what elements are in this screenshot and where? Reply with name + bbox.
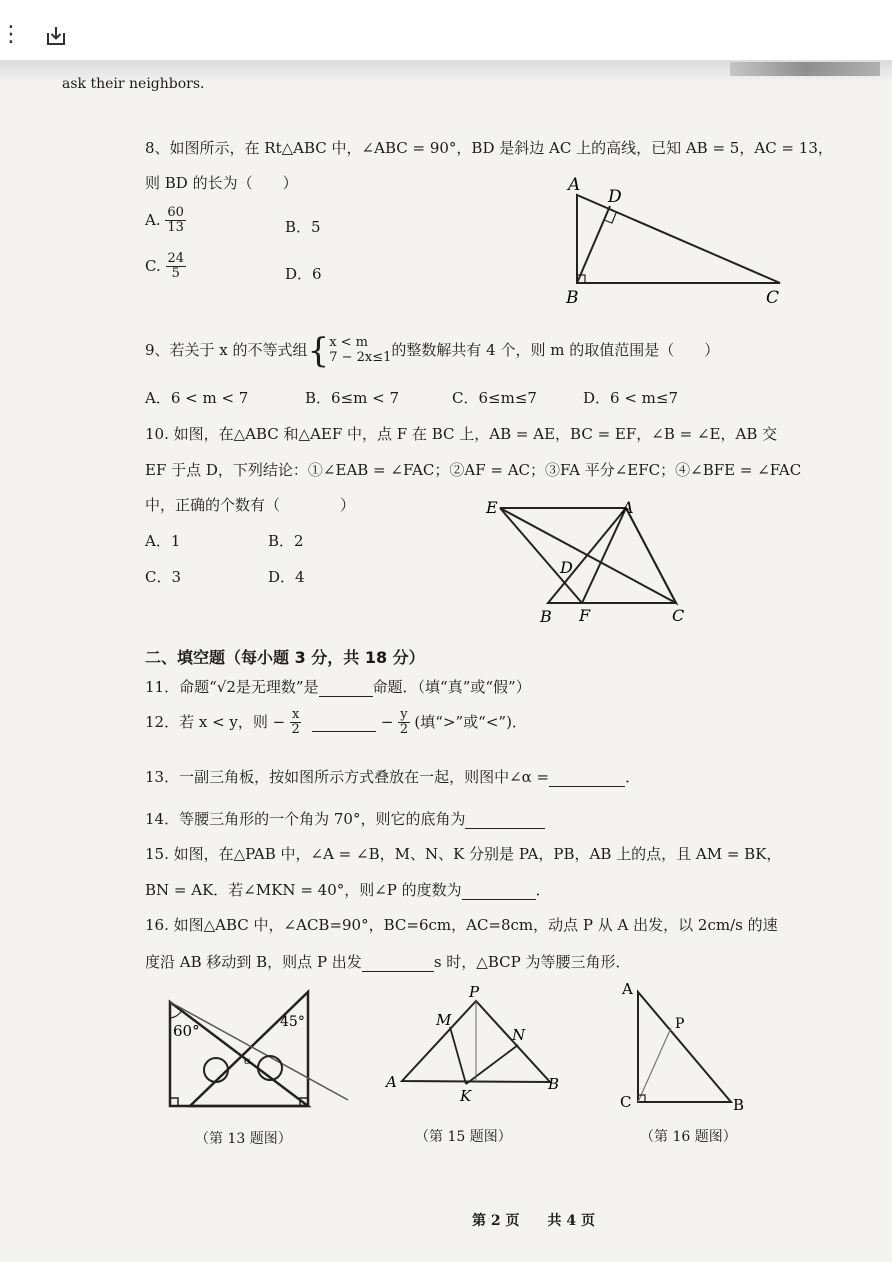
fig15-label-p: P xyxy=(469,985,480,1001)
q13-before: 13．一副三角板，按如图所示方式叠放在一起，则图中∠α = xyxy=(145,768,550,786)
answer-blank[interactable] xyxy=(362,953,434,972)
fig15-label-b: B xyxy=(548,1075,560,1093)
download-icon[interactable] xyxy=(44,24,68,48)
frac-den: 13 xyxy=(167,220,184,236)
q10-fig-label-a: A xyxy=(622,498,634,517)
q8-figure xyxy=(560,170,800,310)
fig16-label-p: P xyxy=(675,1016,685,1032)
q11-before: 11．命题“√2是无理数”是 xyxy=(145,678,319,696)
q12 xyxy=(145,708,527,738)
q12-minus: − xyxy=(380,712,394,731)
q8-stem2: 则 BD 的长为（ ） xyxy=(145,174,298,192)
q12-fraction-x xyxy=(290,708,301,738)
q10-option-d: D．4 xyxy=(268,568,305,586)
q10-option-c: C．3 xyxy=(145,568,182,586)
q10-fig-label-c: C xyxy=(672,606,685,625)
q15-line2 xyxy=(145,879,551,900)
frac-num: 24 xyxy=(167,251,185,266)
q10-fig-label-e: E xyxy=(486,498,498,517)
q8-option-c-fraction xyxy=(166,252,187,282)
q10-line1: 10. 如图，在△ABC 和△AEF 中，点 F 在 BC 上，AB = AE，BC = EF，∠B = ∠E，AB 交 xyxy=(145,425,778,443)
q9-stem xyxy=(145,331,720,371)
q10-figure xyxy=(480,495,700,625)
q9-inequality-system xyxy=(329,336,391,366)
frac-num: y xyxy=(400,707,408,722)
fig15-label-a: A xyxy=(386,1073,397,1091)
q8-option-a xyxy=(145,206,186,236)
q11 xyxy=(145,676,531,697)
q8-stem: 8、如图所示，在 Rt△ABC 中，∠ABC = 90°，BD 是斜边 AC 上的高线，已知 AB = 5，AC = 13， xyxy=(145,139,833,157)
cut-text: ask their neighbors. xyxy=(62,76,205,92)
fig15-label-n: N xyxy=(512,1026,526,1044)
q16-line2 xyxy=(145,951,630,972)
q8-fig-label-b: B xyxy=(566,288,579,308)
q12-before: 12．若 x < y，则 − xyxy=(145,712,286,731)
frac-den: 2 xyxy=(291,722,300,738)
section-title: 二、填空题（每小题 3 分，共 18 分） xyxy=(145,648,425,667)
q8-fig-label-d: D xyxy=(608,187,622,207)
figure-13-caption: （第 13 题图） xyxy=(195,1131,292,1147)
q9-brace: { xyxy=(307,331,330,371)
q12-after: (填“>”或“<”)． xyxy=(414,712,527,731)
q10-fig-label-b: B xyxy=(540,607,552,625)
fig13-alpha: α xyxy=(244,1056,251,1067)
q9-case-1: x < m xyxy=(329,335,369,351)
frac-num: x xyxy=(292,707,300,722)
figure-15-caption: （第 15 题图） xyxy=(415,1129,512,1145)
q15-line2-before: BN = AK．若∠MKN = 40°，则∠P 的度数为 xyxy=(145,881,462,899)
q9-option-a: A．6 < m < 7 xyxy=(145,389,249,407)
q8-option-a-label: A. xyxy=(145,210,161,229)
frac-den: 5 xyxy=(171,266,180,282)
scan-shadow xyxy=(730,62,880,76)
q14 xyxy=(145,808,545,829)
answer-blank[interactable] xyxy=(465,810,545,829)
sidebar-toggle-icon[interactable]: ⋮ xyxy=(0,22,22,47)
answer-blank[interactable] xyxy=(549,768,625,787)
q8-option-b: B．5 xyxy=(285,218,321,236)
answer-blank[interactable] xyxy=(312,713,376,732)
fig16-label-a: A xyxy=(622,980,633,998)
answer-blank[interactable] xyxy=(462,881,536,900)
q16-line2-after: s 时，△BCP 为等腰三角形． xyxy=(433,953,631,971)
figure-16-caption: （第 16 题图） xyxy=(640,1129,737,1145)
figure-13 xyxy=(160,988,350,1112)
q8-option-a-fraction xyxy=(165,206,186,236)
q15-line1: 15. 如图，在△PAB 中，∠A = ∠B，M、N、K 分别是 PA，PB，AB 上的点，且 AM = BK， xyxy=(145,845,782,863)
viewer-toolbar xyxy=(0,0,892,60)
q13 xyxy=(145,766,640,787)
q8-option-c-label: C. xyxy=(145,256,161,275)
q9-option-d: D．6 < m≤7 xyxy=(583,389,679,407)
q9-option-b: B．6≤m < 7 xyxy=(305,389,400,407)
answer-blank[interactable] xyxy=(319,678,373,697)
q9-option-c: C．6≤m≤7 xyxy=(452,389,537,407)
q10-fig-label-d: D xyxy=(560,558,573,577)
frac-den: 2 xyxy=(399,722,409,738)
fig13-angle-60: 60° xyxy=(173,1022,200,1040)
q10-option-a: A．1 xyxy=(145,532,181,550)
fig16-label-c: C xyxy=(620,1093,632,1110)
q15-line2-after: ． xyxy=(535,881,551,899)
q13-after: ． xyxy=(625,768,641,786)
figure-16 xyxy=(615,980,755,1110)
q8-fig-label-a: A xyxy=(568,175,581,195)
q16-line2-before: 度沿 AB 移动到 B，则点 P 出发 xyxy=(145,953,362,971)
q8-option-d: D．6 xyxy=(285,265,322,283)
q8-option-c xyxy=(145,252,186,282)
figure-15 xyxy=(380,985,570,1110)
q12-fraction-y xyxy=(398,708,409,738)
q9-case-2: 7 − 2x≤1 xyxy=(329,350,392,365)
q10-option-b: B．2 xyxy=(268,532,304,550)
q8-fig-label-c: C xyxy=(766,288,780,308)
q9-suffix: 的整数解共有 4 个，则 m 的取值范围是（ ） xyxy=(391,341,720,359)
q10-line3: 中，正确的个数有（ ） xyxy=(145,496,356,514)
fig15-label-m: M xyxy=(436,1011,452,1029)
q10-line2: EF 于点 D，下列结论：①∠EAB = ∠FAC；②AF = AC；③FA 平分∠EFC；④∠BFE = ∠FAC xyxy=(145,461,802,479)
q14-text: 14．等腰三角形的一个角为 70°，则它的底角为 xyxy=(145,810,466,828)
q11-after: 命题．（填“真”或“假”） xyxy=(372,678,531,696)
fig13-angle-45: 45° xyxy=(280,1014,305,1030)
q16-line1: 16. 如图△ABC 中，∠ACB=90°，BC=6cm，AC=8cm，动点 P 从 A 出发，以 2cm/s 的速 xyxy=(145,916,778,934)
frac-num: 60 xyxy=(167,205,184,220)
page-number: 第 2 页 共 4 页 xyxy=(472,1213,595,1229)
q10-fig-label-f: F xyxy=(579,606,591,625)
fig16-label-b: B xyxy=(733,1096,745,1110)
fig15-label-k: K xyxy=(460,1087,472,1105)
q9-prefix: 9、若关于 x 的不等式组 xyxy=(145,341,308,359)
